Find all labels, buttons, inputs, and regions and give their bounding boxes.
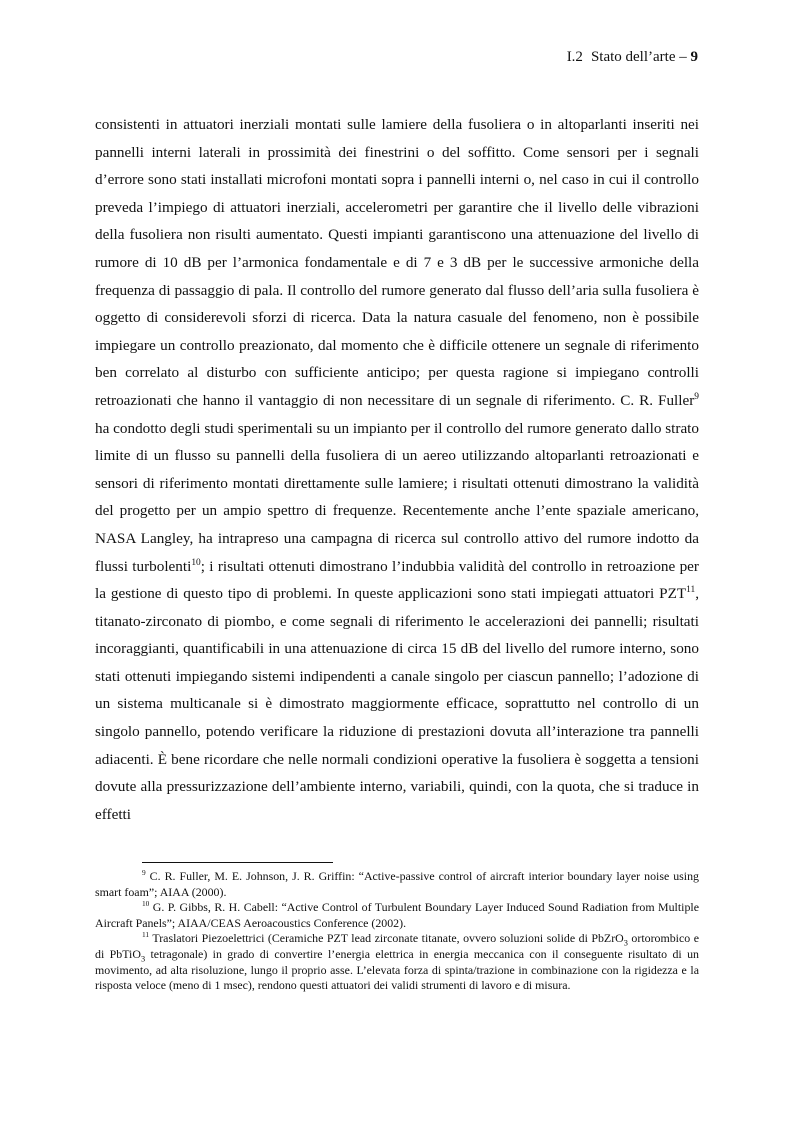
- header-section-number: I.2: [566, 49, 583, 65]
- footnote-11-text-c: tetragonale) in grado di convertire l’energia elettrica in energia meccanica con il conseguente risultato di un movimento, ad alta risoluzione, lungo il proprio asse. L’elevata forza di spinta/trazione in combinazione con la rigidezza e la risposta veloce (meno di 1 msec), rendono questi attuatori dei validi strumenti di lavoro e di misura.: [95, 946, 700, 993]
- running-header: [567, 47, 698, 67]
- footnote-10-text: G. P. Gibbs, R. H. Cabell: “Active Control of Turbulent Boundary Layer Induced Sound Radiation from Multiple Aircraft Panels”; AIAA/CEAS Aeroacoustics Conference (2002).: [95, 900, 699, 930]
- body-text-part-4: , titanato-zirconato di piombo, e come segnali di riferimento le accelerazioni dei pannelli; risultati incoraggianti, quantificabili in una attenuazione di circa 15 dB del livello del rumore interno, sono stati ottenuti impiegando sistemi indipendenti a canale singolo per ciascun pannello; l’adozione di un sistema multicanale si è dimostrato maggiormente efficace, soprattutto nel controllo di un singolo pannello, potendo verificare la riduzione di prestazioni dovuta all’interazione tra pannelli adiacenti. È bene ricordare che nelle normali condizioni operative la fusoliera è soggetta a tensioni dovute alla pressurizzazione dell’ambiente interno, variabili, quindi, con la quota, che si traduce in effetti: [95, 585, 699, 823]
- footnote-10-mark: 10: [142, 899, 150, 909]
- footnote-9-mark: 9: [142, 868, 146, 878]
- footnote-ref-11: 11: [686, 585, 696, 596]
- footnotes: [95, 869, 699, 994]
- footnote-ref-10: 10: [191, 557, 201, 568]
- page-number: 9: [690, 49, 698, 65]
- body-paragraph: [95, 111, 699, 828]
- footnote-ref-9: 9: [694, 391, 699, 402]
- body-text-part-3: ; i risultati ottenuti dimostrano l’indubbia validità del controllo in retroazione per la gestione di questo tipo di problemi. In queste applicazioni sono stati impiegati attuatori PZT: [95, 557, 699, 603]
- body-text-part-2: ha condotto degli studi sperimentali su un impianto per il controllo del rumore generato dallo strato limite di un flusso su pannelli della fusoliera di un aereo utilizzando altoparlanti retroazionati e sensori di riferimento montati direttamente sulle lamiere; i risultati ottenuti dimostrano la validità del progetto per un ampio spettro di frequenze. Recentemente anche l’ente spaziale americano, NASA Langley, ha intrapreso una campagna di ricerca sul controllo attivo del rumore indotto da flussi turbolenti: [95, 419, 699, 575]
- footnote-9: [95, 869, 699, 900]
- footnote-11-text-a: Traslatori Piezoelettrici (Ceramiche PZT lead zirconate titanate, ovvero soluzioni solide di PbZrO: [149, 931, 624, 946]
- footnote-11-text-b: ortorombico e di PbTiO: [95, 931, 699, 961]
- footnote-10: [95, 900, 699, 931]
- footnote-11-subscript-1: 3: [623, 938, 628, 948]
- footnote-separator: [142, 862, 333, 863]
- footnote-11-subscript-2: 3: [140, 954, 146, 964]
- footnote-9-text: C. R. Fuller, M. E. Johnson, J. R. Griffin: “Active-passive control of aircraft interior boundary layer noise using smart foam”; AIAA (2000).: [95, 869, 699, 899]
- footnote-11: [95, 931, 699, 993]
- header-section-title: Stato dell’arte –: [590, 49, 687, 65]
- body-text-part-1: consistenti in attuatori inerziali montati sulle lamiere della fusoliera o in altoparlanti inseriti nei pannelli interni laterali in prossimità dei finestrini o del soffitto. Come sensori per i segnali d’errore sono stati installati microfoni montati sopra i pannelli interni o, nel caso in cui il controllo preveda l’impiego di attuatori inerziali, accelerometri per garantire che il livello delle vibrazioni della fusoliera non risulti aumentato. Questi impianti garantiscono una attenuazione del livello di rumore di 10 dB per l’armonica fondamentale e di 7 e 3 dB per le successive armoniche della frequenza di passaggio di pala. Il controllo del rumore generato dal flusso dell’aria sulla fusoliera è oggetto di considerevoli sforzi di ricerca. Data la natura casuale del fenomeno, non è possibile impiegare un controllo preazionato, dal momento che è difficile ottenere un segnale di riferimento ben correlato al disturbo con sufficiente anticipo; per questa ragione si impiegano controlli retroazionati che hanno il vantaggio di non necessitare di un segnale di riferimento. C. R. Fuller: [95, 116, 699, 409]
- footnote-11-mark: 11: [142, 930, 150, 940]
